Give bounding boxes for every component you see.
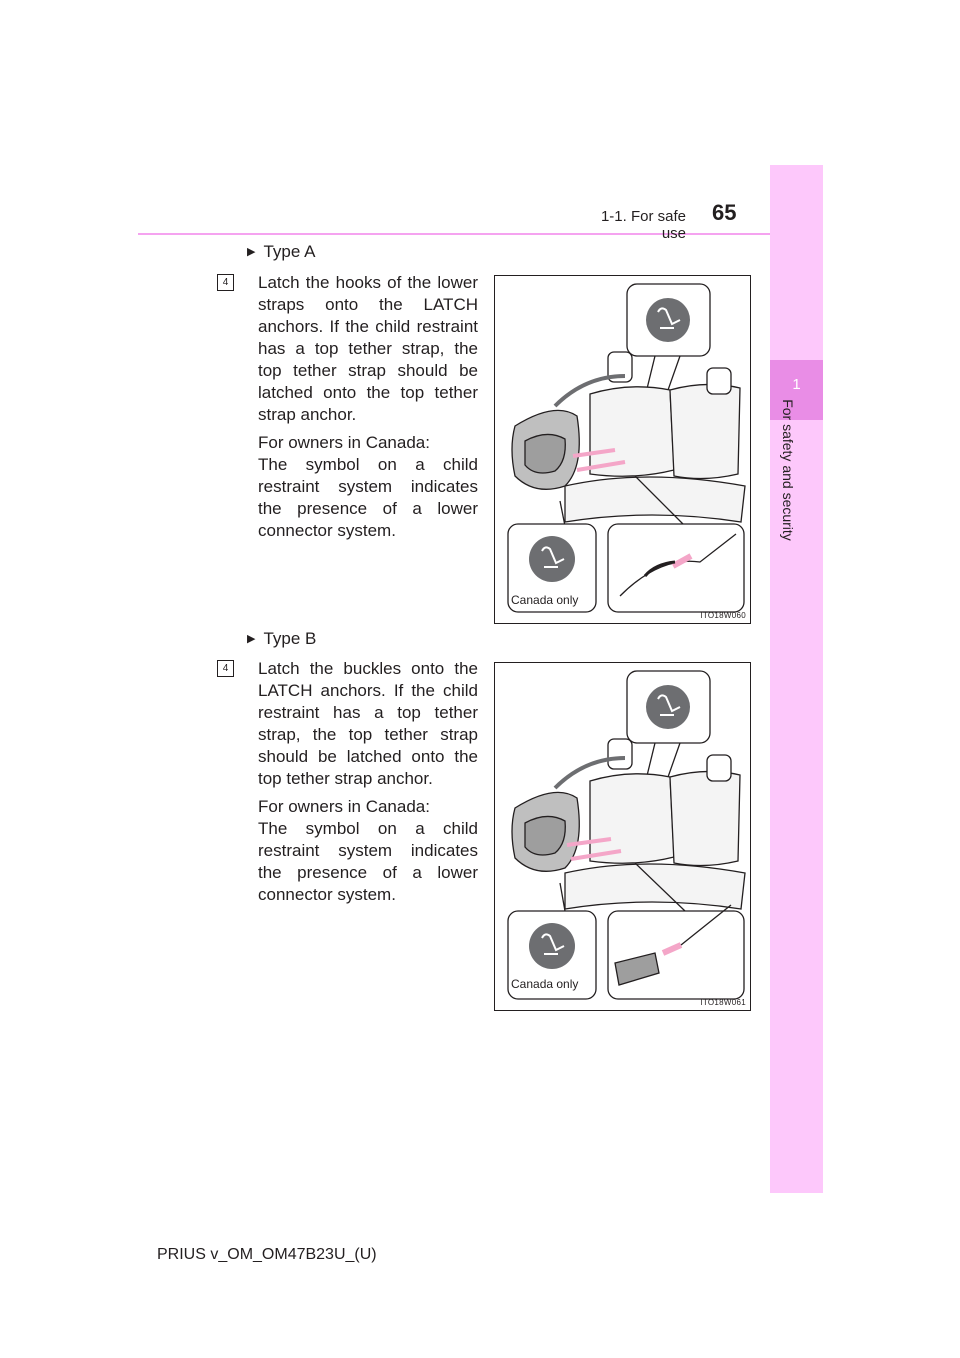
- child-seat-buckle-illustration: [495, 663, 750, 1010]
- type-a-title: Type A: [263, 242, 316, 261]
- document-id: PRIUS v_OM_OM47B23U_(U): [157, 1246, 377, 1263]
- canada-only-label: Canada only: [511, 593, 579, 607]
- header-rule: [138, 233, 823, 235]
- step-number-badge: 4: [217, 274, 234, 291]
- type-b-instruction: Latch the buckles onto the LATCH anchors. If the child restraint has a top tether strap, the top tether strap should be latched onto the top tether strap anchor.: [258, 659, 478, 788]
- type-b-heading: [247, 629, 316, 649]
- canada-only-label: Canada only: [511, 977, 579, 991]
- side-band: [770, 165, 823, 1193]
- type-a-instruction: Latch the hooks of the lower straps onto the LATCH anchors. If the child restraint has a top tether strap, the top tether strap should be latched onto the top tether strap anchor.: [258, 273, 478, 424]
- type-a-canada-note: For owners in Canada: The symbol on a child restraint system indicates the presence of a lower connector system.: [258, 433, 478, 540]
- page-number: 65: [712, 200, 737, 225]
- type-a-figure: [494, 275, 751, 624]
- type-b-title: Type B: [263, 629, 317, 648]
- type-b-canada-note: For owners in Canada: The symbol on a child restraint system indicates the presence of a lower connector system.: [258, 797, 478, 904]
- triangle-bullet-icon: ▶: [247, 246, 256, 258]
- header-section-title: 1-1. For safe use: [600, 208, 686, 242]
- chapter-tab-label: For safety and security: [780, 399, 796, 541]
- step-number-badge: 4: [217, 660, 234, 677]
- chapter-tab-number: 1: [792, 376, 801, 393]
- type-b-figure: [494, 662, 751, 1011]
- type-a-heading: [247, 242, 315, 262]
- figure-code: ITO18W060: [700, 611, 746, 620]
- type-a-text: [258, 272, 478, 542]
- type-b-text: [258, 658, 478, 906]
- figure-code: ITO18W061: [700, 998, 746, 1007]
- triangle-bullet-icon: ▶: [247, 633, 256, 645]
- child-seat-latch-illustration: [495, 276, 750, 623]
